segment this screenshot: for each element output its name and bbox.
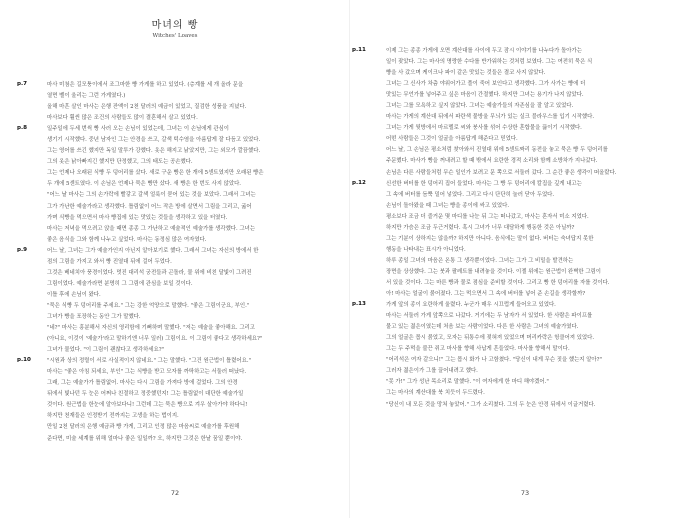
page-reference-marker: p.9 [17, 246, 28, 253]
text-line: 마사는 저녁을 먹으려고 앉을 때면 종종 그 가난하고 예술적인 예술가를 생각했다. 그녀는 [47, 225, 256, 232]
text-line: 좋은 음식을 그와 함께 나누고 싶었다. 마사는 동정심 많은 여자였다. [47, 236, 207, 243]
text-line: 이제 그는 종종 가게에 오면 계산대를 사이에 두고 잠시 이야기를 나누다가 돌아가는 [386, 48, 582, 54]
text-line: 가게 앞의 종이 요란하게 울렸다. 누군가 매우 시끄럽게 들어오고 있었다. [386, 302, 556, 309]
text-line: 뒤에서 빛나던 두 눈은 어쩌나 친절하고 정중했던지! 그는 틀림없이 대단한 예술가일 [47, 391, 244, 398]
text-line: 그녀가 빵을 포장하는 동안 그가 말했다. [47, 313, 141, 320]
text-line: 그의 옷은 낡아빠지긴 했지만 단정했고, 그의 태도는 공손했다. [47, 159, 193, 166]
text-line: 그는 마사의 계산대를 북 치듯이 두드렸다. [386, 390, 485, 397]
text-line: 마사보다 훨씬 많은 조건의 사람들도 많이 결혼해서 살고 있었다. [47, 115, 198, 122]
text-line: 어느 날, 그 손님은 평소처럼 찾아와서 진열대 위에 5센트짜리 동전을 놓고 묵은 빵 두 덩어리를 [386, 147, 608, 154]
text-line: 마사는 가게의 계산대 뒤에서 파란색 물방울 무늬가 있는 실크 블라우스를 입기 시작했다. [386, 114, 595, 121]
text-line: 열면 벨이 울리는 그런 가게였다.) [47, 93, 126, 100]
text-line: 손님이 돌아왔을 때 그녀는 빵을 종이에 싸고 있었다. [386, 202, 510, 209]
text-line: 점의 그림을 가지고 와서 빵 진열대 뒤에 걸어 두었다. [47, 258, 172, 265]
text-line: "어리석은 여자 같으니!" 그는 몹시 화가 나 고함쳤다. "당신이 내게 무슨 짓을 했는지 알아?" [386, 357, 603, 364]
text-line: 일이 잦았다. 그는 마사의 명랑한 수다를 반가워하는 것처럼 보였다. 그는 여전히 묵은 식 [386, 59, 593, 66]
left-page-number: 72 [170, 489, 180, 497]
text-line: 장면을 상상했다. 그는 붓과 팔레트를 내려놓을 것이다. 이젤 위에는 원근법이 완벽한 그림이 [386, 268, 601, 275]
page-reference-marker: p.13 [352, 301, 366, 308]
text-line: 일주일에 두세 번씩 빵 사러 오는 손님이 있었는데, 그녀는 이 손님에게 관심이 [47, 126, 229, 133]
text-line: 맛있는 무언가를 넣어주고 싶은 마음이 간절했다. 하지만 그녀는 용기가 나지 않았다. [386, 92, 584, 99]
text-line: "시원과 상의 정렬이 서로 사실적이지 않네요." 그는 말했다. "그건 원근법이 틀렸어요." [47, 358, 252, 365]
text-line: 그 속에 버터를 듬뿍 밀어 넣었다. 그리고 다시 단단히 눌러 닫아 두었다. [386, 191, 555, 198]
story-title [0, 20, 350, 40]
right-page [350, 0, 700, 518]
text-line: 것이다. 원근법을 한눈에 알아보다니! 그런데 그는 묵은 빵으로 겨우 살아가야 하다니! [47, 402, 248, 409]
text-line: "당신이 내 모든 것을 망쳐 놓았어." 그가 소리쳤다. 그의 두 눈은 안경 뒤에서 이글거렸다. [386, 401, 596, 408]
text-line: 어떤 사람들은 그것이 얼굴을 아름답게 해준다고 믿었다. [386, 136, 518, 143]
page-reference-marker: p.11 [352, 47, 366, 53]
text-line: 그녀는 그를 모욕하고 싶지 않았다. 그녀는 예술가들의 자존심을 잘 알고 있었다. [386, 103, 574, 110]
page-reference-marker: p.10 [17, 357, 31, 364]
text-line: 마사는 "좋은 아침 되세요, 부인" 그는 식빵을 받고 모자를 까딱하고는 서둘러 떠났다. [47, 369, 247, 376]
right-page-number: 73 [520, 489, 530, 497]
text-line: 그녀는 가게 뒷방에서 마르멜로 씨와 붕사를 섞어 수상한 혼합물을 끓이기 시작했다. [386, 125, 582, 132]
page-reference-marker: p.7 [17, 81, 28, 87]
text-line: 그녀가 물었다. "이 그림이 괜찮다고 생각하세요?" [47, 347, 165, 354]
text-line: 아! 마사는 얼굴이 붉어졌다. 그는 먹으면서 그 속에 버터를 넣어 준 손길을 생각할까? [386, 291, 586, 298]
text-line: "어느 날 마사는 그의 손가락에 빨갛고 갈색 얼룩이 묻어 있는 것을 보았다. 그래서 그녀는 [47, 192, 256, 199]
text-line: 그러자 젊은이가 그를 끌어내려고 했다. [386, 368, 478, 375]
text-line: "못 가!" 그가 성난 목소리로 말했다. "이 여자에게 한 마디 해야겠어." [386, 379, 549, 386]
text-line: 그림이었다. 예술가라면 분명히 그 그림에 관심을 보일 것이다. [47, 280, 193, 287]
text-line: "네?" 마사는 흥분해서 자신의 영리함에 기뻐하며 말했다. "저는 예술을 좋아해요. 그리고 [47, 325, 255, 332]
text-line: 이틀 후에 손님이 왔다. [47, 291, 101, 298]
story-title-english: Witches' Loaves [152, 33, 198, 39]
text-line: 그는 두 주먹을 불끈 쥐고 마사를 향해 사납게 흔들었다. 마사를 향해서 말이다. [386, 346, 570, 353]
text-line: 서 있을 것이다. 그는 마른 빵과 물로 점심을 준비할 것이다. 그리고 빵 한 덩어리를 자를 것이다. [386, 279, 610, 286]
text-line: 마사는 서둘러 가게 앞쪽으로 나갔다. 거기에는 두 남자가 서 있었다. 한 사람은 파이프를 [386, 313, 593, 320]
text-line: 평소보다 조금 더 즐거운 몇 마디를 나눈 뒤 그는 떠나갔고, 마사는 혼자서 미소 지었다. [386, 213, 589, 220]
text-line: 하루 종일 그녀의 마음은 온통 그 생각뿐이었다. 그녀는 그가 그 비밀을 발견하는 [386, 257, 574, 264]
text-line: 그는 영어를 쓰긴 했지만 독일 말투가 강했다. 옷은 해지고 낡았지만, 그는 외모가 깔끔했다. [47, 148, 261, 155]
left-page-text [47, 80, 314, 445]
text-line: 그가 가난한 예술가라고 생각했다. 틀림없이 어느 작은 방에 살면서 그림을 그리고, 굶어 [47, 203, 252, 210]
text-line: 두 개에 5센트였다. 이 손님은 언제나 묵은 빵만 샀다. 새 빵은 한 번도 사지 않았다. [47, 181, 241, 188]
text-line: 생기기 시작했다. 중년 남자인 그는 안경을 쓰고, 갈색 턱수염을 아름답게 잘 다듬고 있었다. [47, 137, 261, 144]
text-line: 빵을 사 갔으며 케이크나 파이 같은 맛있는 것들은 결코 사지 않았다. [386, 70, 546, 77]
text-line: 준다면, 미술 세계를 위해 얼마나 좋은 일일까? 오, 하지만 그것은 한낱 꿈일 뿐이야. [47, 435, 243, 442]
page-reference-marker: p.12 [352, 179, 366, 186]
text-line: 그녀는 그 신사가 차츰 야위어가고 풀이 죽어 보인다고 생각했다. 그가 사가는 빵에 더 [386, 81, 586, 88]
text-line: 손님은 다른 사람들처럼 무슨 일인가 보려고 문 쪽으로 서둘러 갔다. 그 순간 좋은 생각이 떠올랐다. [386, 169, 617, 176]
text-line: 물고 있는 젊은이였는데 처음 보는 사람이었다. 다른 한 사람은 그녀의 예술가였다. [386, 324, 579, 331]
page-reference-marker: p.8 [17, 125, 28, 132]
story-title-korean: 마녀의 빵 [151, 20, 199, 31]
text-line: 올해 마흔 살인 마사는 은행 잔액이 2천 달러의 예금이 있었고, 질검한 성품을 지녔다. [47, 104, 247, 111]
text-line: 하지만 천재들은 인정받기 전까지는 고생을 하는 법이지. [47, 413, 179, 420]
text-line: 마사 미첨은 길모퉁이에서 조그마한 빵 가게를 하고 있었다. (층계를 세 개 올라 문을 [47, 82, 244, 88]
text-line: (아니요, 이것이 '예술가'라고 말하기엔 너무 일러) 그림이요. 이 그림이 좋다고 생각하세요?" [47, 336, 263, 343]
text-line: 그의 얼굴은 몹시 붉었고, 모자는 뒤통수에 젖혀져 있었으며 머리카락은 헝클어져 있었다. [386, 335, 595, 342]
text-line: 신선한 버터를 한 덩어리 집어 들었다. 마사는 그 빵 두 덩어리에 칼집을 깊게 내고는 [386, 180, 582, 187]
text-line: "묵은 식빵 두 덩어리를 주세요." 그는 강한 억양으로 말했다. "좋은 그림이군요, 부인." [47, 302, 250, 309]
text-line: 만일 2천 달러의 은행 예금과 빵 가게, 그리고 인정 많은 마음씨로 예술가를 후원해 [47, 424, 240, 431]
text-line: 그래, 그는 예술가가 틀림없어. 마사는 다시 그림을 가져다 방에 걸었다. 그의 안경 [47, 380, 238, 387]
text-line: 그것은 베네치아 풍경이었다. 멋진 대리석 궁전들과 곤돌라, 물 위에 비친 달빛이 그려진 [47, 269, 252, 276]
right-page-text [386, 46, 653, 411]
text-line: 하지만 가슴은 조금 두근거렸다. 혹시 그녀가 너무 대담하게 행동한 것은 아닐까? [386, 224, 575, 231]
text-line: 그는 언제나 오래된 식빵 두 덩어리를 샀다. 새로 구운 빵은 한 개에 5센트였지만 오래된 빵은 [47, 170, 264, 177]
text-line: 가며 식빵을 먹으면서 마사 빵집에 있는 맛있는 것들을 생각하고 있을 터였다. [47, 214, 228, 221]
text-line: 어느 날, 그녀는 그가 예술가인지 아닌지 알아보기로 했다. 그래서 그녀는 자신의 방에서 한 [47, 247, 259, 254]
text-line: 그는 기분이 상하지는 않을까? 하지만 아니다. 음식에는 말이 없다. 버터는 숙녀답지 못한 [386, 235, 594, 242]
text-line: 주문했다. 마사가 빵을 꺼내려고 할 때 밖에서 요란한 경적 소리와 함께 소방차가 지나갔다. [386, 158, 598, 165]
text-line: 행동을 나타내는 표시가 아니었다. [386, 246, 466, 253]
